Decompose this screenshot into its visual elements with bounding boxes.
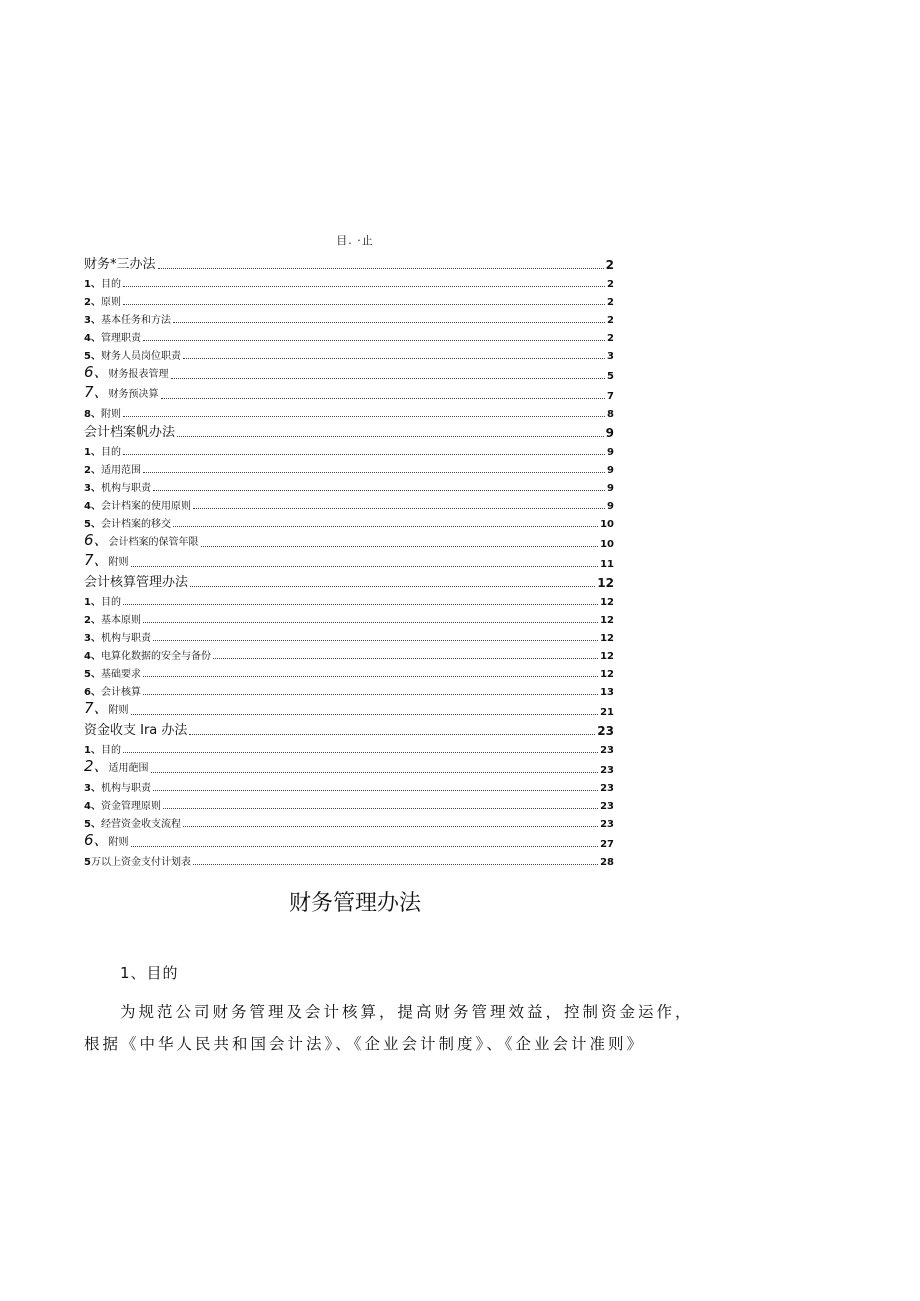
toc-leader-dots [151, 762, 599, 773]
toc-page-number: 10 [600, 539, 614, 550]
toc-entry-text: 财务预决算 [108, 389, 159, 400]
toc-page-number: 2 [607, 279, 614, 290]
toc-entry-label [84, 550, 129, 570]
toc-entry-number: 1、 [84, 597, 101, 608]
toc-entry[interactable] [84, 644, 614, 662]
toc-page-number: 2 [607, 315, 614, 326]
toc-leader-dots [143, 684, 598, 695]
toc-page-number: 12 [597, 576, 614, 590]
toc-entry-number: 6、 [84, 363, 109, 381]
toc-entry-number: 2、 [84, 615, 101, 626]
toc-entry-text: 会计档案帆办法 [84, 425, 176, 440]
toc-entry-text: 适用葩围 [108, 763, 149, 774]
toc-leader-dots [123, 742, 598, 753]
toc-page-number: 12 [600, 651, 614, 662]
toc-entry[interactable] [84, 344, 614, 362]
toc-entry-text: 万以上资金支付计划表 [90, 857, 191, 868]
toc-page-number: 11 [600, 559, 614, 570]
toc-entry-label [84, 443, 121, 458]
toc-entry-number: 4、 [84, 651, 101, 662]
document-title: 财务管理办法 [288, 891, 421, 916]
toc-entry-text: 会计档案的保管年限 [108, 537, 199, 548]
toc-entry-label [84, 683, 141, 698]
toc-entry-number: 3、 [84, 783, 101, 794]
toc-entry-text: 目的 [100, 745, 121, 756]
toc-entry-number: 6、 [84, 687, 101, 698]
toc-entry-label [84, 629, 151, 644]
toc-chapter[interactable] [84, 252, 614, 272]
toc-page-number: 13 [600, 687, 614, 698]
paragraph-line: 为规范公司财务管理及会计核算，提高财务管理效益，控制资金运作， [120, 1003, 694, 1021]
toc-entry[interactable] [84, 698, 614, 718]
toc-leader-dots [161, 388, 605, 399]
toc-entry[interactable] [84, 458, 614, 476]
toc-entry-label [84, 382, 159, 402]
toc-entry[interactable] [84, 272, 614, 290]
toc-entry-number: 8、 [84, 409, 101, 420]
toc-entry-label [84, 741, 121, 756]
toc-page-number: 10 [600, 519, 614, 530]
toc-entry[interactable] [84, 850, 614, 868]
toc-entry-number: 1、 [84, 279, 101, 290]
toc-entry-label [84, 611, 141, 626]
toc-page-number: 9 [607, 465, 614, 476]
toc-page-number: 9 [605, 426, 614, 440]
toc-entry-label [84, 815, 181, 830]
toc-entry[interactable] [84, 362, 614, 382]
toc-page-number: 23 [600, 783, 614, 794]
toc-entry[interactable] [84, 550, 614, 570]
toc-entry-text: 基本任务和方法 [100, 315, 171, 326]
toc-entry-number: 6、 [84, 531, 109, 549]
toc-entry[interactable] [84, 494, 614, 512]
toc-entry-text: 会计核算管理办法 [84, 575, 189, 590]
toc-entry-text: 会计档案的移交 [100, 519, 171, 530]
toc-page-number: 2 [605, 258, 614, 272]
toc-entry[interactable] [84, 590, 614, 608]
toc-leader-dots [163, 798, 598, 809]
toc-entry-text: 适用范围 [100, 465, 141, 476]
toc-entry-number: 5 [84, 857, 91, 868]
toc-entry-text: 目的 [100, 597, 121, 608]
toc-chapter[interactable] [84, 718, 614, 738]
toc-leader-dots [123, 406, 605, 417]
toc-chapter[interactable] [84, 570, 614, 590]
toc-entry-label [84, 293, 121, 308]
toc-entry-label [84, 405, 121, 420]
toc-entry-label [84, 571, 188, 590]
toc-leader-dots [131, 704, 599, 715]
toc-page-number: 27 [600, 839, 614, 850]
toc-entry-label [84, 479, 151, 494]
toc-page-number: 12 [600, 633, 614, 644]
toc-entry-text: 电算化数据的安全与备份 [100, 651, 211, 662]
toc-entry[interactable] [84, 440, 614, 458]
toc-entry-label [84, 647, 211, 662]
toc-entry-text: 财务*三办法 [84, 257, 156, 272]
toc-entry-label [84, 275, 121, 290]
toc-entry-label [84, 497, 191, 512]
toc-page-number: 23 [600, 745, 614, 756]
toc-entry[interactable] [84, 794, 614, 812]
toc-entry-text: 基本原则 [100, 615, 141, 626]
toc-entry-text: 财务报表管理 [108, 369, 169, 380]
toc-entry-label [84, 329, 141, 344]
toc-entry-number: 2、 [84, 297, 101, 308]
toc-page-number: 9 [607, 483, 614, 494]
toc-entry-label [84, 756, 149, 776]
toc-entry-text: 财务人员岗位职责 [100, 351, 181, 362]
toc-entry-label [84, 347, 181, 362]
toc-page-number: 23 [597, 724, 614, 738]
toc-page-number: 3 [607, 351, 614, 362]
toc-leader-dots [173, 516, 598, 527]
toc-entry-number: 4、 [84, 501, 101, 512]
toc-entry[interactable] [84, 308, 614, 326]
toc-entry[interactable] [84, 326, 614, 344]
toc-leader-dots [183, 348, 605, 359]
toc-leader-dots [153, 780, 598, 791]
toc-page-number: 5 [607, 371, 614, 382]
toc-leader-dots [177, 426, 604, 437]
toc-leader-dots [189, 724, 595, 735]
toc-page-number: 23 [600, 801, 614, 812]
toc-entry-text: 目的 [100, 447, 121, 458]
toc-entry[interactable] [84, 626, 614, 644]
toc-page-number: 9 [607, 501, 614, 512]
toc-entry-number: 5、 [84, 669, 101, 680]
toc-entry-label [84, 421, 175, 440]
toc-entry-number: 5、 [84, 351, 101, 362]
toc-entry-text: 资金收支 Ira 办法 [84, 723, 188, 738]
toc-entry-number: 4、 [84, 801, 101, 812]
toc-entry-number: 5、 [84, 819, 101, 830]
toc-entry-number: 3、 [84, 483, 101, 494]
toc-entry-label [84, 311, 171, 326]
toc-entry[interactable] [84, 512, 614, 530]
toc-chapter[interactable] [84, 420, 614, 440]
toc-entry-number: 6、 [84, 831, 109, 849]
toc-leader-dots [183, 816, 598, 827]
toc-entry-label [84, 593, 121, 608]
toc-leader-dots [143, 330, 605, 341]
toc-entry[interactable] [84, 290, 614, 308]
toc-entry[interactable] [84, 738, 614, 756]
section-heading: 1、目的 [120, 964, 179, 982]
table-of-contents [84, 252, 614, 868]
toc-entry-label [84, 253, 156, 272]
toc-entry-number: 7、 [84, 383, 109, 401]
toc-leader-dots [143, 462, 605, 473]
toc-entry-label [84, 515, 171, 530]
toc-entry[interactable] [84, 530, 614, 550]
toc-leader-dots [143, 612, 598, 623]
toc-entry[interactable] [84, 662, 614, 680]
toc-leader-dots [123, 594, 598, 605]
toc-page-number: 23 [600, 819, 614, 830]
toc-entry-label [84, 830, 129, 850]
toc-leader-dots [123, 444, 605, 455]
toc-leader-dots [201, 536, 599, 547]
toc-entry[interactable] [84, 476, 614, 494]
toc-entry-label [84, 461, 141, 476]
toc-leader-dots [213, 648, 598, 659]
toc-entry-label [84, 853, 191, 868]
toc-leader-dots [193, 854, 598, 865]
toc-entry-number: 1、 [84, 447, 101, 458]
toc-leader-dots [193, 498, 605, 509]
toc-entry-text: 经营资金收支流程 [100, 819, 181, 830]
toc-leader-dots [131, 836, 599, 847]
toc-entry[interactable] [84, 830, 614, 850]
toc-entry-number: 2、 [84, 465, 101, 476]
toc-entry-label [84, 362, 169, 382]
toc-entry-label [84, 665, 141, 680]
toc-entry-number: 2、 [84, 757, 109, 775]
toc-page-number: 8 [607, 409, 614, 420]
toc-leader-dots [131, 556, 599, 567]
toc-leader-dots [153, 480, 605, 491]
toc-entry-text: 附则 [108, 837, 129, 848]
toc-entry-number: 7、 [84, 551, 109, 569]
toc-entry-text: 机构与职责 [100, 633, 151, 644]
toc-entry-text: 会计核算 [100, 687, 141, 698]
toc-entry-label [84, 779, 151, 794]
toc-title: 目. ·止 [336, 234, 374, 247]
toc-entry-label [84, 797, 161, 812]
toc-page-number: 2 [607, 297, 614, 308]
toc-entry-label [84, 698, 129, 718]
toc-entry-number: 5、 [84, 519, 101, 530]
toc-entry-text: 附则 [100, 409, 121, 420]
toc-page-number: 28 [600, 857, 614, 868]
toc-entry-text: 原则 [100, 297, 121, 308]
toc-leader-dots [143, 666, 598, 677]
toc-leader-dots [171, 368, 605, 379]
toc-entry[interactable] [84, 776, 614, 794]
toc-entry-number: 1、 [84, 745, 101, 756]
toc-entry[interactable] [84, 756, 614, 776]
toc-entry-text: 会计档案的使用原则 [100, 501, 191, 512]
toc-entry[interactable] [84, 680, 614, 698]
toc-page-number: 21 [600, 707, 614, 718]
toc-entry-label [84, 530, 199, 550]
toc-entry-text: 机构与职责 [100, 483, 151, 494]
toc-leader-dots [173, 312, 605, 323]
toc-page-number: 12 [600, 669, 614, 680]
toc-leader-dots [190, 576, 595, 587]
toc-entry-number: 7、 [84, 699, 109, 717]
toc-page-number: 9 [607, 447, 614, 458]
toc-entry-number: 3、 [84, 315, 101, 326]
toc-leader-dots [123, 276, 605, 287]
toc-entry[interactable] [84, 812, 614, 830]
paragraph-line: 根据《中华人民共和国会计法》、《企业会计制度》、《企业会计准则》 [84, 1035, 646, 1053]
toc-entry-text: 附则 [108, 705, 129, 716]
toc-entry-text: 目的 [100, 279, 121, 290]
toc-entry[interactable] [84, 382, 614, 402]
toc-page-number: 12 [600, 597, 614, 608]
toc-leader-dots [158, 258, 604, 269]
toc-entry-text: 基础要求 [100, 669, 141, 680]
toc-page-number: 23 [600, 765, 614, 776]
toc-entry-text: 管理职责 [100, 333, 141, 344]
toc-leader-dots [123, 294, 605, 305]
toc-page-number: 12 [600, 615, 614, 626]
toc-leader-dots [153, 630, 598, 641]
toc-entry-text: 机构与职责 [100, 783, 151, 794]
toc-entry-label [84, 719, 187, 738]
toc-entry-number: 4、 [84, 333, 101, 344]
toc-entry-text: 资金管理原则 [100, 801, 161, 812]
toc-entry-number: 3、 [84, 633, 101, 644]
toc-entry[interactable] [84, 608, 614, 626]
toc-page-number: 7 [607, 391, 614, 402]
toc-entry[interactable] [84, 402, 614, 420]
toc-entry-text: 附则 [108, 557, 129, 568]
toc-page-number: 2 [607, 333, 614, 344]
